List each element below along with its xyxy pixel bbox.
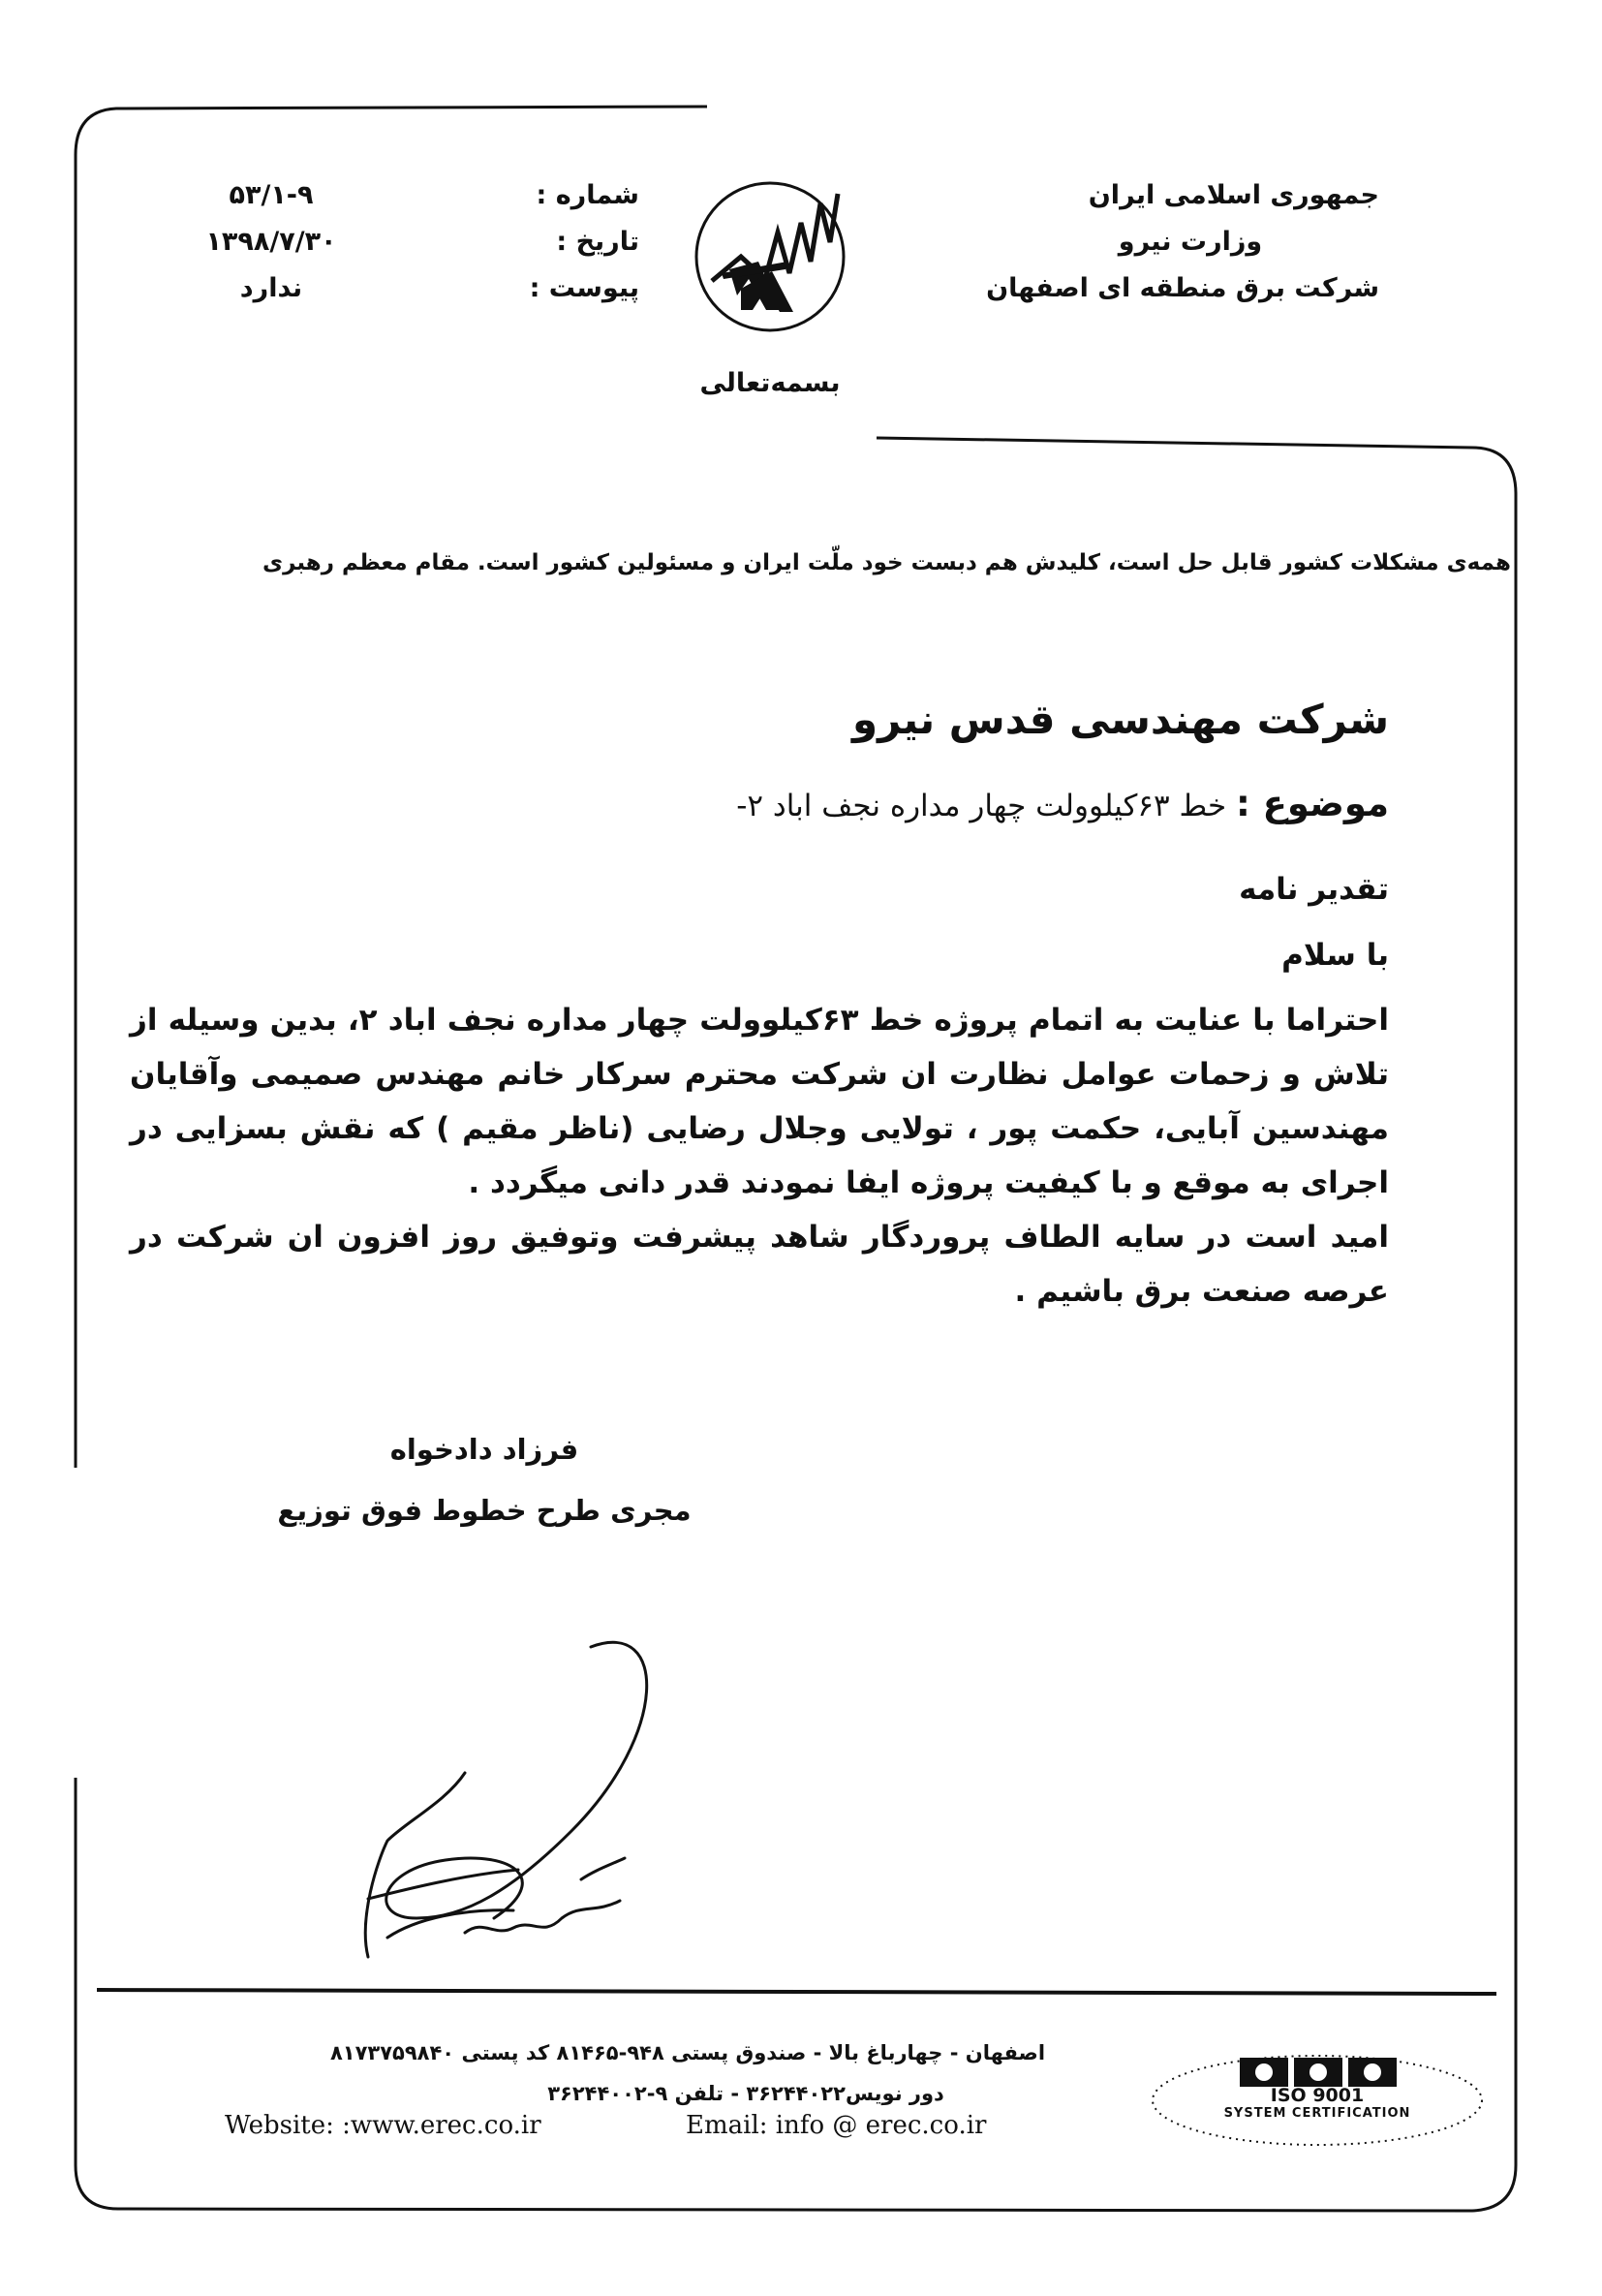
company-emblem [673, 165, 867, 407]
meta-number-value: ۵۳/۱-۹ [229, 180, 314, 210]
greeting: با سلام [1281, 938, 1389, 973]
subject-label: موضوع : [1235, 783, 1389, 824]
meta-attachment-value: ندارد [239, 273, 303, 303]
meta-attachment-row [184, 265, 639, 312]
footer-address: اصفهان - چهارباغ بالا - صندوق پستی ۹۴۸-۸۱۴۶۵ کد پستی ۸۱۷۳۷۵۹۸۴۰ [329, 2041, 1046, 2064]
organization-block [972, 172, 1379, 312]
letter-title: تقدیر نامه [1239, 872, 1389, 907]
emblem-caption: بسمه‌تعالی [699, 368, 841, 398]
subject-text: خط ۶۳کیلوولت چهار مداره نجف اباد ۲- [736, 789, 1227, 823]
meta-date-value: ۱۳۹۸/۷/۳۰ [205, 227, 337, 257]
meta-date-label: تاریخ : [556, 227, 639, 257]
iso-certification-badge [1143, 2044, 1492, 2151]
signer-block [252, 1419, 717, 1541]
meta-number-label: شماره : [536, 180, 639, 210]
meta-number-row [184, 172, 639, 219]
subject-line [736, 783, 1389, 824]
footer-phones: دور نویس۳۶۲۴۴۰۲۲ - تلفن ۹-۳۶۲۴۴۰۰۲ [547, 2082, 944, 2105]
footer-email: Email: info @ erec.co.ir [686, 2111, 987, 2140]
org-line-ministry: وزارت نیرو [1118, 227, 1263, 257]
signer-name: فرزاد دادخواه [389, 1433, 579, 1466]
recipient-company: شرکت مهندسی قدس نیرو [852, 696, 1389, 743]
meta-attachment-label: پیوست : [529, 273, 639, 303]
handwritten-signature [349, 1628, 678, 1976]
body-paragraph-2: امید است در سایه الطاف پروردگار شاهد پیشرفت وتوفیق روز افزون ان شرکت در عرصه صنعت برق باشیم . [130, 1220, 1389, 1309]
org-line-company: شرکت برق منطقه ای اصفهان [986, 273, 1379, 303]
footer-website: Website: :www.erec.co.ir [225, 2111, 541, 2140]
power-tower-logo-icon [673, 165, 867, 358]
org-line-country: جمهوری اسلامی ایران [1088, 180, 1379, 210]
iso-badge-caption: SYSTEM CERTIFICATION [1223, 2106, 1411, 2121]
signer-title: مجری طرح خطوط فوق توزیع [277, 1494, 692, 1527]
body-paragraph-1: احتراما با عنایت به اتمام پروژه خط ۶۳کیلوولت چهار مداره نجف اباد ۲، بدین وسیله از تلاش و زحمات عوامل نظارت ان شرکت محترم سرکار خانم مهندس صمیمی وآقایان مهندسین آبایی، حکمت پور ، تولایی وجلال رضایی (ناظر مقیم ) که نقش بسزایی در اجرای به موقع و با کیفیت پروژه ایفا نمودند قدر دانی میگردد . [130, 1003, 1390, 1200]
footer-address-block [262, 2032, 1114, 2114]
iso-badge-label: ISO 9001 [1270, 2085, 1365, 2106]
footer-rule [97, 1990, 1496, 1994]
meta-date-row [184, 219, 639, 265]
letter-meta [184, 172, 639, 312]
leader-quote: همه‌ی مشکلات کشور قابل حل است، کلیدش هم دبست خود ملّت ایران و مسئولین کشور است. مقام معظم رهبری [262, 550, 1511, 575]
letter-body [130, 993, 1389, 1319]
